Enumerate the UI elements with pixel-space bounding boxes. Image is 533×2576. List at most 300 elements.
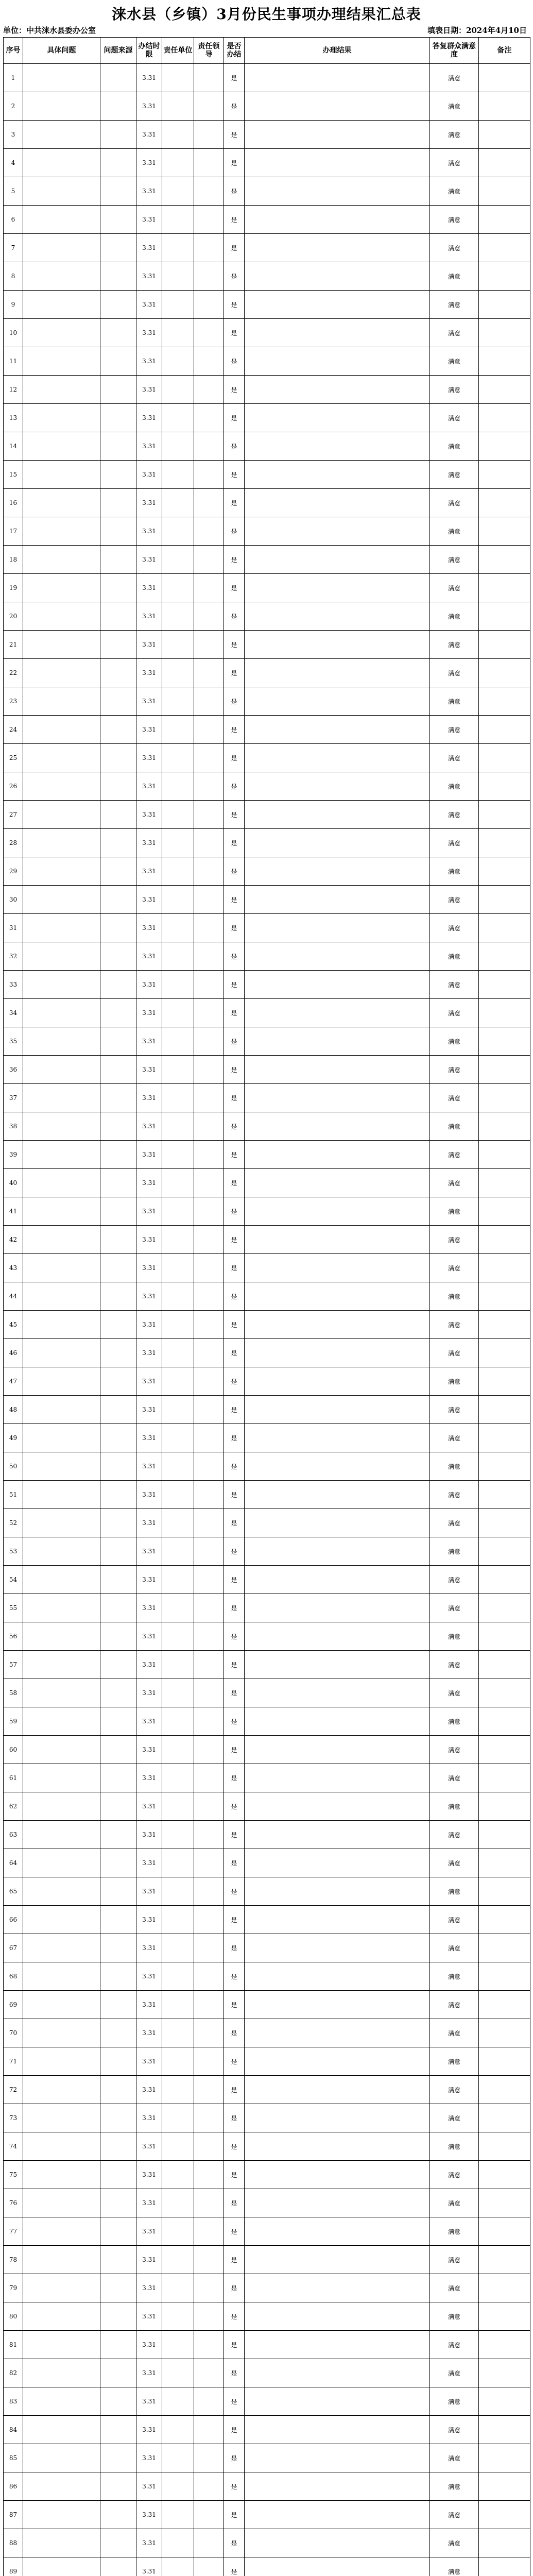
cell-deadline: 3.31 <box>136 659 162 687</box>
cell-source <box>100 2189 136 2217</box>
cell-result <box>245 291 430 319</box>
cell-note <box>479 2274 530 2302</box>
cell-result <box>245 1707 430 1736</box>
table-row <box>4 1821 530 1849</box>
cell-note <box>479 1282 530 1311</box>
cell-note <box>479 1991 530 2019</box>
cell-satisfaction: 满意 <box>430 1367 479 1396</box>
cell-no: 71 <box>4 2047 23 2076</box>
cell-result <box>245 801 430 829</box>
cell-deadline: 3.31 <box>136 149 162 177</box>
table-row <box>4 2302 530 2331</box>
table-row <box>4 1282 530 1311</box>
cell-source <box>100 772 136 801</box>
cell-unit <box>162 659 194 687</box>
cell-note <box>479 149 530 177</box>
table-row <box>4 2161 530 2189</box>
cell-source <box>100 1679 136 1707</box>
cell-done: 是 <box>224 772 245 801</box>
cell-result <box>245 1906 430 1934</box>
cell-note <box>479 2302 530 2331</box>
cell-deadline: 3.31 <box>136 2246 162 2274</box>
cell-no: 55 <box>4 1594 23 1622</box>
cell-done: 是 <box>224 1027 245 1056</box>
cell-unit <box>162 517 194 546</box>
cell-issue <box>23 1396 100 1424</box>
cell-no: 77 <box>4 2217 23 2246</box>
cell-done: 是 <box>224 262 245 291</box>
table-row <box>4 942 530 971</box>
table-row <box>4 1367 530 1396</box>
cell-unit <box>162 2416 194 2444</box>
cell-issue <box>23 1282 100 1311</box>
cell-deadline: 3.31 <box>136 347 162 376</box>
table-row <box>4 1622 530 1651</box>
cell-source <box>100 1849 136 1877</box>
cell-leader <box>194 2444 224 2472</box>
table-row <box>4 2189 530 2217</box>
cell-done: 是 <box>224 829 245 857</box>
cell-result <box>245 546 430 574</box>
cell-satisfaction: 满意 <box>430 2472 479 2501</box>
cell-deadline: 3.31 <box>136 2387 162 2416</box>
cell-leader <box>194 546 224 574</box>
cell-no: 44 <box>4 1282 23 1311</box>
cell-leader <box>194 687 224 716</box>
cell-deadline: 3.31 <box>136 772 162 801</box>
table-row <box>4 744 530 772</box>
cell-satisfaction: 满意 <box>430 2557 479 2576</box>
cell-no: 34 <box>4 999 23 1027</box>
table-row <box>4 177 530 206</box>
cell-source <box>100 2217 136 2246</box>
cell-note <box>479 1254 530 1282</box>
cell-leader <box>194 1934 224 1962</box>
cell-note <box>479 1027 530 1056</box>
cell-done: 是 <box>224 1509 245 1537</box>
cell-note <box>479 971 530 999</box>
cell-unit <box>162 1622 194 1651</box>
cell-note <box>479 432 530 461</box>
cell-note <box>479 1056 530 1084</box>
cell-result <box>245 2019 430 2047</box>
cell-source <box>100 2416 136 2444</box>
cell-note <box>479 1707 530 1736</box>
cell-unit <box>162 1991 194 2019</box>
cell-done: 是 <box>224 2246 245 2274</box>
cell-note <box>479 2359 530 2387</box>
cell-done: 是 <box>224 1679 245 1707</box>
cell-note <box>479 1169 530 1197</box>
cell-issue <box>23 489 100 517</box>
table-row <box>4 1537 530 1566</box>
cell-satisfaction: 满意 <box>430 1679 479 1707</box>
cell-no: 36 <box>4 1056 23 1084</box>
table-row <box>4 206 530 234</box>
cell-leader <box>194 177 224 206</box>
cell-no: 60 <box>4 1736 23 1764</box>
cell-issue <box>23 659 100 687</box>
cell-note <box>479 121 530 149</box>
cell-no: 15 <box>4 461 23 489</box>
cell-done: 是 <box>224 2302 245 2331</box>
cell-satisfaction: 满意 <box>430 971 479 999</box>
table-row <box>4 2529 530 2557</box>
cell-source <box>100 971 136 999</box>
cell-unit <box>162 1367 194 1396</box>
cell-done: 是 <box>224 1367 245 1396</box>
cell-satisfaction: 满意 <box>430 1056 479 1084</box>
cell-no: 39 <box>4 1141 23 1169</box>
cell-unit <box>162 432 194 461</box>
cell-leader <box>194 2331 224 2359</box>
cell-source <box>100 319 136 347</box>
cell-source <box>100 1452 136 1481</box>
cell-no: 50 <box>4 1452 23 1481</box>
table-row <box>4 262 530 291</box>
cell-result <box>245 2529 430 2557</box>
cell-issue <box>23 121 100 149</box>
cell-source <box>100 1112 136 1141</box>
cell-unit <box>162 1707 194 1736</box>
cell-satisfaction: 满意 <box>430 1282 479 1311</box>
cell-leader <box>194 1679 224 1707</box>
cell-unit <box>162 1396 194 1424</box>
cell-done: 是 <box>224 1821 245 1849</box>
cell-no: 35 <box>4 1027 23 1056</box>
cell-deadline: 3.31 <box>136 1962 162 1991</box>
cell-satisfaction: 满意 <box>430 2331 479 2359</box>
cell-unit <box>162 772 194 801</box>
cell-note <box>479 489 530 517</box>
cell-result <box>245 1141 430 1169</box>
cell-source <box>100 857 136 886</box>
cell-done: 是 <box>224 1282 245 1311</box>
cell-no: 1 <box>4 64 23 92</box>
cell-leader <box>194 942 224 971</box>
table-row <box>4 2019 530 2047</box>
cell-note <box>479 206 530 234</box>
cell-result <box>245 2557 430 2576</box>
cell-deadline: 3.31 <box>136 829 162 857</box>
cell-satisfaction: 满意 <box>430 206 479 234</box>
cell-leader <box>194 1821 224 1849</box>
cell-result <box>245 64 430 92</box>
cell-unit <box>162 2104 194 2132</box>
cell-no: 29 <box>4 857 23 886</box>
cell-no: 64 <box>4 1849 23 1877</box>
cell-issue <box>23 262 100 291</box>
cell-no: 86 <box>4 2472 23 2501</box>
cell-issue <box>23 1452 100 1481</box>
cell-unit <box>162 2557 194 2576</box>
cell-note <box>479 1877 530 1906</box>
cell-satisfaction: 满意 <box>430 1169 479 1197</box>
cell-source <box>100 744 136 772</box>
cell-satisfaction: 满意 <box>430 1396 479 1424</box>
report-meta <box>3 24 530 35</box>
cell-deadline: 3.31 <box>136 121 162 149</box>
cell-unit <box>162 1849 194 1877</box>
cell-note <box>479 1339 530 1367</box>
table-row <box>4 1934 530 1962</box>
cell-issue <box>23 1509 100 1537</box>
table-row <box>4 1792 530 1821</box>
cell-satisfaction: 满意 <box>430 2047 479 2076</box>
table-row <box>4 1254 530 1282</box>
cell-done: 是 <box>224 234 245 262</box>
table-row <box>4 2132 530 2161</box>
cell-satisfaction: 满意 <box>430 121 479 149</box>
cell-satisfaction: 满意 <box>430 2444 479 2472</box>
cell-deadline: 3.31 <box>136 1651 162 1679</box>
cell-no: 21 <box>4 631 23 659</box>
cell-note <box>479 2387 530 2416</box>
table-row <box>4 2557 530 2576</box>
cell-no: 46 <box>4 1339 23 1367</box>
cell-note <box>479 1566 530 1594</box>
cell-done: 是 <box>224 1566 245 1594</box>
cell-result <box>245 149 430 177</box>
cell-note <box>479 602 530 631</box>
cell-no: 27 <box>4 801 23 829</box>
cell-unit <box>162 857 194 886</box>
cell-issue <box>23 1679 100 1707</box>
cell-leader <box>194 829 224 857</box>
cell-deadline: 3.31 <box>136 1537 162 1566</box>
cell-leader <box>194 2217 224 2246</box>
cell-done: 是 <box>224 1651 245 1679</box>
cell-result <box>245 1112 430 1141</box>
cell-unit <box>162 262 194 291</box>
cell-done: 是 <box>224 376 245 404</box>
cell-result <box>245 2132 430 2161</box>
cell-no: 31 <box>4 914 23 942</box>
cell-leader <box>194 149 224 177</box>
cell-unit <box>162 2274 194 2302</box>
cell-unit <box>162 1084 194 1112</box>
cell-source <box>100 121 136 149</box>
cell-done: 是 <box>224 2557 245 2576</box>
cell-result <box>245 602 430 631</box>
table-row <box>4 801 530 829</box>
cell-deadline: 3.31 <box>136 1991 162 2019</box>
cell-done: 是 <box>224 347 245 376</box>
cell-leader <box>194 2019 224 2047</box>
cell-leader <box>194 1254 224 1282</box>
cell-unit <box>162 1112 194 1141</box>
reporting-unit: 单位：中共涞水县委办公室 <box>3 26 96 35</box>
cell-done: 是 <box>224 1622 245 1651</box>
cell-leader <box>194 1906 224 1934</box>
cell-satisfaction: 满意 <box>430 942 479 971</box>
cell-leader <box>194 1452 224 1481</box>
cell-deadline: 3.31 <box>136 1084 162 1112</box>
cell-satisfaction: 满意 <box>430 432 479 461</box>
cell-source <box>100 517 136 546</box>
cell-result <box>245 772 430 801</box>
cell-issue <box>23 404 100 432</box>
cell-result <box>245 121 430 149</box>
cell-result <box>245 347 430 376</box>
cell-no: 28 <box>4 829 23 857</box>
cell-no: 83 <box>4 2387 23 2416</box>
cell-deadline: 3.31 <box>136 1367 162 1396</box>
cell-unit <box>162 1282 194 1311</box>
cell-unit <box>162 1651 194 1679</box>
cell-deadline: 3.31 <box>136 2416 162 2444</box>
table-row <box>4 2472 530 2501</box>
cell-unit <box>162 1197 194 1226</box>
cell-unit <box>162 2019 194 2047</box>
table-row <box>4 2104 530 2132</box>
cell-source <box>100 2501 136 2529</box>
cell-no: 82 <box>4 2359 23 2387</box>
cell-source <box>100 2472 136 2501</box>
cell-no: 18 <box>4 546 23 574</box>
cell-done: 是 <box>224 1197 245 1226</box>
cell-leader <box>194 291 224 319</box>
page-title: 涞水县（乡镇）3月份民生事项办理结果汇总表 <box>112 6 421 23</box>
cell-unit <box>162 149 194 177</box>
cell-source <box>100 1821 136 1849</box>
cell-issue <box>23 1877 100 1906</box>
cell-leader <box>194 1566 224 1594</box>
cell-done: 是 <box>224 2104 245 2132</box>
cell-source <box>100 1339 136 1367</box>
cell-done: 是 <box>224 942 245 971</box>
cell-deadline: 3.31 <box>136 432 162 461</box>
cell-no: 7 <box>4 234 23 262</box>
cell-source <box>100 687 136 716</box>
cell-note <box>479 999 530 1027</box>
table-row <box>4 1452 530 1481</box>
cell-no: 30 <box>4 886 23 914</box>
cell-source <box>100 1622 136 1651</box>
cell-deadline: 3.31 <box>136 2444 162 2472</box>
cell-deadline: 3.31 <box>136 1906 162 1934</box>
cell-no: 58 <box>4 1679 23 1707</box>
table-row <box>4 659 530 687</box>
cell-unit <box>162 1594 194 1622</box>
cell-leader <box>194 1736 224 1764</box>
cell-result <box>245 206 430 234</box>
cell-no: 79 <box>4 2274 23 2302</box>
cell-satisfaction: 满意 <box>430 2076 479 2104</box>
cell-done: 是 <box>224 2444 245 2472</box>
cell-source <box>100 2331 136 2359</box>
cell-issue <box>23 1169 100 1197</box>
cell-unit <box>162 1537 194 1566</box>
cell-issue <box>23 1084 100 1112</box>
cell-done: 是 <box>224 432 245 461</box>
cell-issue <box>23 1141 100 1169</box>
cell-issue <box>23 2359 100 2387</box>
cell-note <box>479 2189 530 2217</box>
cell-result <box>245 2047 430 2076</box>
cell-result <box>245 1566 430 1594</box>
cell-result <box>245 262 430 291</box>
cell-issue <box>23 2019 100 2047</box>
cell-leader <box>194 2132 224 2161</box>
cell-done: 是 <box>224 546 245 574</box>
cell-result <box>245 2104 430 2132</box>
cell-deadline: 3.31 <box>136 744 162 772</box>
table-row <box>4 319 530 347</box>
cell-unit <box>162 1792 194 1821</box>
cell-no: 40 <box>4 1169 23 1197</box>
cell-no: 9 <box>4 291 23 319</box>
cell-done: 是 <box>224 1594 245 1622</box>
cell-satisfaction: 满意 <box>430 2132 479 2161</box>
cell-result <box>245 404 430 432</box>
cell-leader <box>194 1396 224 1424</box>
cell-satisfaction: 满意 <box>430 1821 479 1849</box>
cell-issue <box>23 1707 100 1736</box>
cell-satisfaction: 满意 <box>430 2387 479 2416</box>
cell-source <box>100 1991 136 2019</box>
cell-done: 是 <box>224 2501 245 2529</box>
cell-satisfaction: 满意 <box>430 857 479 886</box>
cell-done: 是 <box>224 1792 245 1821</box>
cell-note <box>479 687 530 716</box>
cell-satisfaction: 满意 <box>430 2529 479 2557</box>
cell-done: 是 <box>224 886 245 914</box>
cell-source <box>100 659 136 687</box>
cell-done: 是 <box>224 914 245 942</box>
cell-source <box>100 1707 136 1736</box>
cell-source <box>100 262 136 291</box>
cell-unit <box>162 2217 194 2246</box>
cell-result <box>245 177 430 206</box>
cell-no: 42 <box>4 1226 23 1254</box>
cell-no: 61 <box>4 1764 23 1792</box>
cell-deadline: 3.31 <box>136 1707 162 1736</box>
cell-unit <box>162 2132 194 2161</box>
cell-result <box>245 1311 430 1339</box>
cell-note <box>479 2331 530 2359</box>
table-row <box>4 1311 530 1339</box>
table-row <box>4 461 530 489</box>
cell-leader <box>194 2416 224 2444</box>
cell-result <box>245 1424 430 1452</box>
cell-issue <box>23 1566 100 1594</box>
cell-source <box>100 1141 136 1169</box>
cell-satisfaction: 满意 <box>430 1141 479 1169</box>
cell-note <box>479 1367 530 1396</box>
table-row <box>4 2416 530 2444</box>
cell-unit <box>162 1877 194 1906</box>
cell-satisfaction: 满意 <box>430 2501 479 2529</box>
cell-deadline: 3.31 <box>136 801 162 829</box>
cell-note <box>479 1651 530 1679</box>
cell-no: 23 <box>4 687 23 716</box>
cell-leader <box>194 2387 224 2416</box>
cell-unit <box>162 404 194 432</box>
cell-satisfaction: 满意 <box>430 1877 479 1906</box>
cell-note <box>479 1197 530 1226</box>
cell-unit <box>162 744 194 772</box>
cell-note <box>479 461 530 489</box>
cell-leader <box>194 489 224 517</box>
cell-leader <box>194 659 224 687</box>
cell-issue <box>23 432 100 461</box>
cell-unit <box>162 319 194 347</box>
cell-done: 是 <box>224 1056 245 1084</box>
cell-issue <box>23 1537 100 1566</box>
cell-leader <box>194 744 224 772</box>
cell-source <box>100 1906 136 1934</box>
